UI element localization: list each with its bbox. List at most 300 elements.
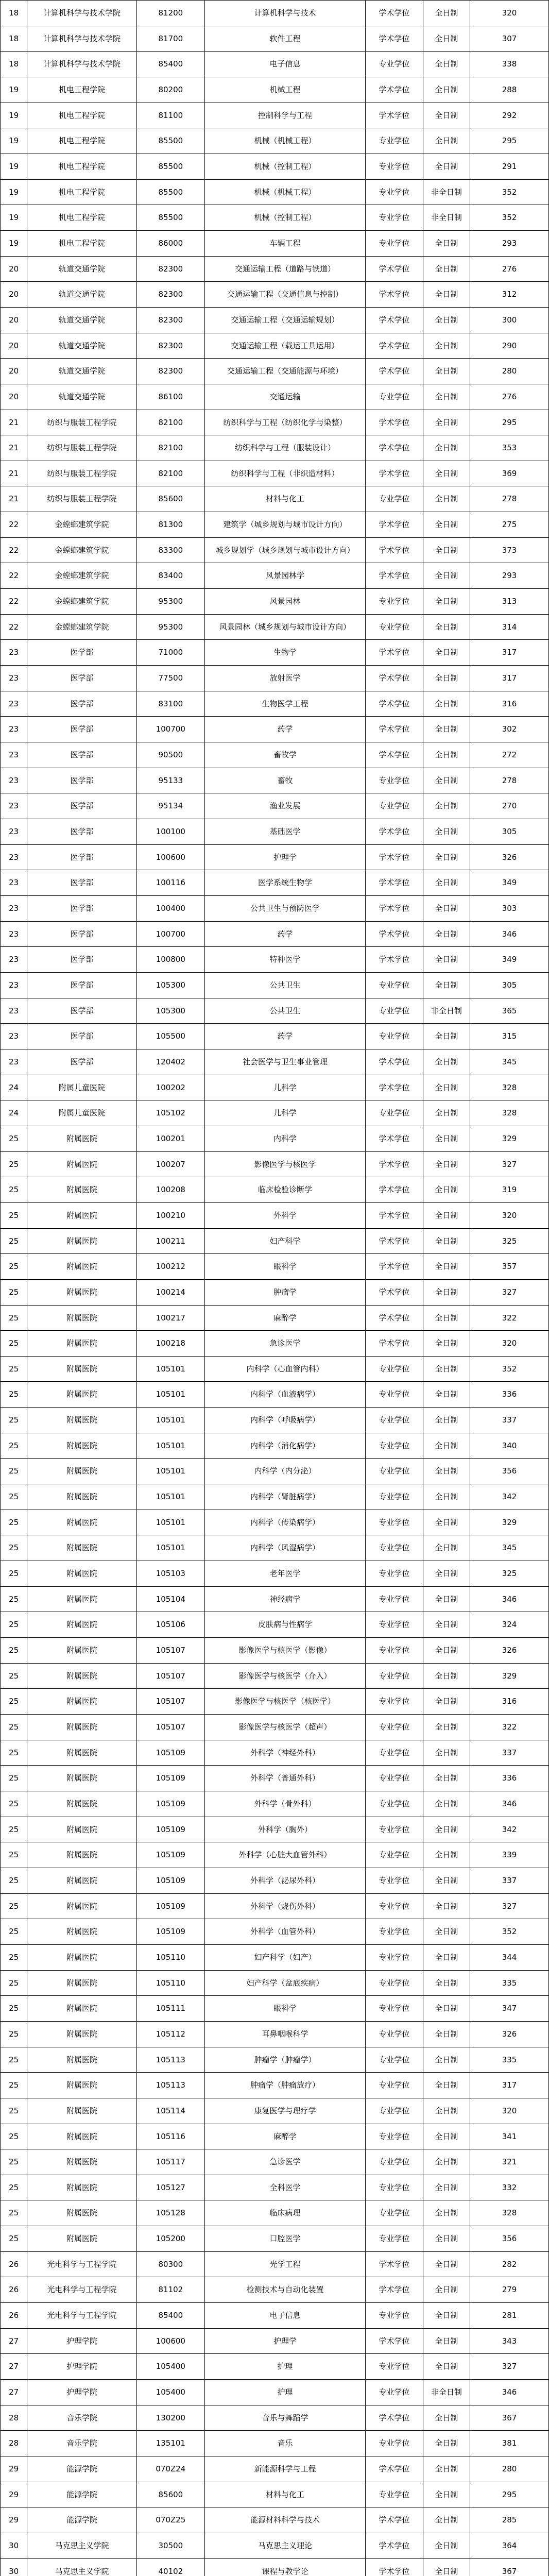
major-name: 社会医学与卫生事业管理 (205, 1049, 366, 1075)
major-code: 105127 (136, 2175, 204, 2200)
major-code: 135101 (136, 2431, 204, 2456)
major-code: 86100 (136, 384, 204, 410)
college-id: 25 (1, 2175, 27, 2200)
major-code: 100211 (136, 1229, 204, 1254)
study-mode: 全日制 (423, 845, 470, 870)
score-line: 369 (470, 461, 549, 486)
table-row (1, 538, 549, 563)
college-name: 附属医院 (27, 1689, 136, 1715)
major-code: 105102 (136, 1100, 204, 1126)
college-name: 医学部 (27, 947, 136, 973)
score-line: 346 (470, 922, 549, 947)
degree-type: 专业学位 (365, 589, 423, 615)
score-line: 340 (470, 1433, 549, 1459)
study-mode: 全日制 (423, 2226, 470, 2252)
college-id: 25 (1, 1689, 27, 1715)
major-name: 护理学 (205, 2329, 366, 2354)
college-name: 附属医院 (27, 2047, 136, 2073)
college-name: 医学部 (27, 819, 136, 845)
study-mode: 全日制 (423, 2073, 470, 2098)
major-name: 护理 (205, 2354, 366, 2380)
college-id: 25 (1, 1510, 27, 1535)
score-line: 272 (470, 742, 549, 768)
college-name: 附属医院 (27, 1203, 136, 1229)
college-id: 30 (1, 2533, 27, 2559)
table-row (1, 2456, 549, 2482)
score-line: 356 (470, 2226, 549, 2252)
college-name: 医学部 (27, 896, 136, 922)
major-name: 肿瘤学（肿瘤学） (205, 2047, 366, 2073)
college-id: 25 (1, 1433, 27, 1459)
major-name: 内科学（肾脏病学） (205, 1484, 366, 1510)
college-id: 28 (1, 2431, 27, 2456)
major-code: 105109 (136, 1894, 204, 1919)
major-name: 控制科学与工程 (205, 103, 366, 128)
college-name: 附属医院 (27, 1715, 136, 1740)
major-code: 105107 (136, 1638, 204, 1664)
table-row (1, 1561, 549, 1587)
score-line: 353 (470, 435, 549, 461)
score-line: 344 (470, 1945, 549, 1971)
degree-type: 专业学位 (365, 2124, 423, 2149)
major-code: 100700 (136, 717, 204, 742)
degree-type: 专业学位 (365, 768, 423, 793)
study-mode: 全日制 (423, 1945, 470, 1971)
degree-type: 专业学位 (365, 1689, 423, 1715)
major-code: 82100 (136, 410, 204, 435)
college-name: 附属医院 (27, 1612, 136, 1638)
major-code: 105104 (136, 1587, 204, 1612)
college-name: 附属医院 (27, 1971, 136, 1996)
college-name: 医学部 (27, 870, 136, 896)
major-code: 105112 (136, 2022, 204, 2047)
major-code: 100208 (136, 1177, 204, 1203)
major-code: 105109 (136, 1842, 204, 1868)
score-line: 291 (470, 154, 549, 180)
major-name: 急诊医学 (205, 2149, 366, 2175)
college-id: 25 (1, 1561, 27, 1587)
study-mode: 全日制 (423, 2098, 470, 2124)
major-code: 105101 (136, 1433, 204, 1459)
college-name: 医学部 (27, 640, 136, 666)
study-mode: 全日制 (423, 2559, 470, 2576)
major-name: 妇产科学（盆底疾病） (205, 1971, 366, 1996)
degree-type: 专业学位 (365, 1100, 423, 1126)
major-code: 105107 (136, 1715, 204, 1740)
table-row (1, 2175, 549, 2200)
degree-type: 专业学位 (365, 2047, 423, 2073)
college-id: 25 (1, 1868, 27, 1894)
major-name: 课程与教学论 (205, 2559, 366, 2576)
college-name: 附属医院 (27, 1280, 136, 1306)
table-row (1, 1331, 549, 1357)
college-name: 附属医院 (27, 1817, 136, 1842)
table-row (1, 2022, 549, 2047)
degree-type: 专业学位 (365, 1894, 423, 1919)
major-name: 肿瘤学（肿瘤放疗） (205, 2073, 366, 2098)
table-row (1, 52, 549, 77)
table-row (1, 1535, 549, 1561)
study-mode: 全日制 (423, 2482, 470, 2507)
college-id: 27 (1, 2329, 27, 2354)
degree-type: 专业学位 (365, 793, 423, 819)
table-row (1, 1024, 549, 1049)
score-line: 335 (470, 1971, 549, 1996)
table-row (1, 1689, 549, 1715)
major-code: 85500 (136, 154, 204, 180)
major-code: 85500 (136, 128, 204, 154)
study-mode: 全日制 (423, 103, 470, 128)
college-id: 27 (1, 2354, 27, 2380)
score-line: 281 (470, 2303, 549, 2329)
table-row (1, 2277, 549, 2303)
degree-type: 专业学位 (365, 1587, 423, 1612)
college-name: 纺织与服装工程学院 (27, 461, 136, 486)
major-code: 83100 (136, 691, 204, 717)
score-line: 346 (470, 1587, 549, 1612)
table-row (1, 1254, 549, 1280)
major-name: 眼科学 (205, 1254, 366, 1280)
study-mode: 全日制 (423, 2200, 470, 2226)
college-name: 附属医院 (27, 1868, 136, 1894)
major-code: 81200 (136, 1, 204, 26)
score-line: 329 (470, 1510, 549, 1535)
study-mode: 全日制 (423, 435, 470, 461)
study-mode: 全日制 (423, 1331, 470, 1357)
table-row (1, 1459, 549, 1484)
table-row (1, 615, 549, 640)
major-name: 公共卫生 (205, 973, 366, 998)
major-name: 外科学（烧伤外科） (205, 1894, 366, 1919)
table-row (1, 1100, 549, 1126)
major-name: 影像医学与核医学（超声） (205, 1715, 366, 1740)
degree-type: 专业学位 (365, 1868, 423, 1894)
college-name: 医学部 (27, 973, 136, 998)
degree-type: 学术学位 (365, 410, 423, 435)
college-id: 18 (1, 1, 27, 26)
study-mode: 全日制 (423, 26, 470, 52)
major-name: 内科学（传染病学） (205, 1510, 366, 1535)
college-id: 25 (1, 1740, 27, 1766)
study-mode: 全日制 (423, 2431, 470, 2456)
major-code: 105101 (136, 1484, 204, 1510)
table-row (1, 1177, 549, 1203)
table-row (1, 1126, 549, 1152)
major-name: 皮肤病与性病学 (205, 1612, 366, 1638)
college-id: 26 (1, 2252, 27, 2277)
college-id: 25 (1, 1306, 27, 1331)
score-line: 290 (470, 333, 549, 359)
major-name: 生物医学工程 (205, 691, 366, 717)
table-row (1, 845, 549, 870)
score-line: 295 (470, 410, 549, 435)
major-name: 纺织科学与工程（非织造材料） (205, 461, 366, 486)
major-code: 100218 (136, 1331, 204, 1357)
college-id: 25 (1, 2073, 27, 2098)
college-name: 医学部 (27, 717, 136, 742)
degree-type: 学术学位 (365, 1177, 423, 1203)
major-code: 82100 (136, 435, 204, 461)
major-name: 眼科学 (205, 1996, 366, 2022)
study-mode: 全日制 (423, 2149, 470, 2175)
major-name: 影像医学与核医学（核医学） (205, 1689, 366, 1715)
college-name: 附属医院 (27, 1152, 136, 1177)
study-mode: 非全日制 (423, 205, 470, 231)
college-name: 金螳螂建筑学院 (27, 563, 136, 589)
study-mode: 全日制 (423, 154, 470, 180)
college-id: 23 (1, 1024, 27, 1049)
study-mode: 全日制 (423, 1510, 470, 1535)
study-mode: 全日制 (423, 128, 470, 154)
degree-type: 专业学位 (365, 1408, 423, 1433)
college-id: 25 (1, 2124, 27, 2149)
college-name: 附属医院 (27, 2022, 136, 2047)
major-name: 音乐与舞蹈学 (205, 2405, 366, 2431)
study-mode: 全日制 (423, 1817, 470, 1842)
major-name: 护理 (205, 2380, 366, 2405)
score-line: 322 (470, 1715, 549, 1740)
score-line: 327 (470, 1894, 549, 1919)
score-line: 326 (470, 1638, 549, 1664)
major-name: 内科学（消化病学） (205, 1433, 366, 1459)
college-name: 医学部 (27, 691, 136, 717)
study-mode: 全日制 (423, 2022, 470, 2047)
college-id: 25 (1, 1331, 27, 1357)
college-id: 23 (1, 793, 27, 819)
study-mode: 全日制 (423, 1177, 470, 1203)
major-code: 100201 (136, 1126, 204, 1152)
college-id: 22 (1, 538, 27, 563)
major-name: 口腔医学 (205, 2226, 366, 2252)
study-mode: 全日制 (423, 1587, 470, 1612)
table-row (1, 717, 549, 742)
college-name: 金螳螂建筑学院 (27, 615, 136, 640)
major-code: 100214 (136, 1280, 204, 1306)
degree-type: 专业学位 (365, 2354, 423, 2380)
major-code: 105101 (136, 1510, 204, 1535)
college-id: 20 (1, 257, 27, 282)
college-name: 附属医院 (27, 2124, 136, 2149)
major-code: 85600 (136, 2482, 204, 2507)
college-id: 23 (1, 896, 27, 922)
study-mode: 全日制 (423, 1996, 470, 2022)
college-id: 23 (1, 1049, 27, 1075)
degree-type: 专业学位 (365, 1433, 423, 1459)
score-line: 303 (470, 896, 549, 922)
degree-type: 专业学位 (365, 154, 423, 180)
major-code: 100210 (136, 1203, 204, 1229)
study-mode: 全日制 (423, 1357, 470, 1382)
degree-type: 专业学位 (365, 1766, 423, 1791)
study-mode: 全日制 (423, 333, 470, 359)
college-id: 21 (1, 435, 27, 461)
college-name: 医学部 (27, 768, 136, 793)
college-name: 能源学院 (27, 2482, 136, 2507)
score-line: 292 (470, 103, 549, 128)
college-name: 轨道交通学院 (27, 257, 136, 282)
score-line: 364 (470, 2533, 549, 2559)
score-line: 337 (470, 1868, 549, 1894)
college-name: 附属医院 (27, 1919, 136, 1945)
college-name: 马克思主义学院 (27, 2559, 136, 2576)
table-row (1, 589, 549, 615)
study-mode: 全日制 (423, 282, 470, 308)
college-id: 25 (1, 1152, 27, 1177)
degree-type: 学术学位 (365, 845, 423, 870)
major-name: 风景园林 (205, 589, 366, 615)
score-line: 329 (470, 1664, 549, 1689)
college-name: 光电科学与工程学院 (27, 2252, 136, 2277)
college-id: 23 (1, 845, 27, 870)
score-line: 270 (470, 793, 549, 819)
degree-type: 学术学位 (365, 359, 423, 384)
table-row (1, 2098, 549, 2124)
score-line: 275 (470, 512, 549, 538)
major-name: 建筑学（城乡规划与城市设计方向） (205, 512, 366, 538)
major-name: 风景园林（城乡规划与城市设计方向） (205, 615, 366, 640)
degree-type: 专业学位 (365, 2303, 423, 2329)
table-row (1, 205, 549, 231)
score-table-body (1, 1, 549, 2576)
degree-type: 专业学位 (365, 1945, 423, 1971)
table-row (1, 359, 549, 384)
study-mode: 非全日制 (423, 2380, 470, 2405)
table-row (1, 1817, 549, 1842)
college-id: 25 (1, 1177, 27, 1203)
degree-type: 专业学位 (365, 998, 423, 1024)
score-line: 312 (470, 282, 549, 308)
major-name: 风景园林学 (205, 563, 366, 589)
degree-type: 专业学位 (365, 1919, 423, 1945)
major-name: 放射医学 (205, 666, 366, 691)
major-code: 105114 (136, 2098, 204, 2124)
table-row (1, 461, 549, 486)
degree-type: 学术学位 (365, 308, 423, 333)
table-row (1, 1766, 549, 1791)
college-id: 20 (1, 333, 27, 359)
major-code: 105109 (136, 1919, 204, 1945)
major-name: 计算机科学与技术 (205, 1, 366, 26)
major-name: 外科学（泌尿外科） (205, 1868, 366, 1894)
table-row (1, 2405, 549, 2431)
major-code: 105109 (136, 1766, 204, 1791)
major-name: 老年医学 (205, 1561, 366, 1587)
college-id: 27 (1, 2380, 27, 2405)
college-name: 医学部 (27, 998, 136, 1024)
score-line: 342 (470, 1484, 549, 1510)
major-code: 30500 (136, 2533, 204, 2559)
major-name: 光学工程 (205, 2252, 366, 2277)
college-id: 24 (1, 1075, 27, 1100)
major-code: 95300 (136, 615, 204, 640)
major-code: 100212 (136, 1254, 204, 1280)
study-mode: 全日制 (423, 793, 470, 819)
college-name: 附属医院 (27, 1740, 136, 1766)
college-id: 26 (1, 2303, 27, 2329)
college-id: 25 (1, 1664, 27, 1689)
college-id: 20 (1, 308, 27, 333)
major-code: 120402 (136, 1049, 204, 1075)
major-name: 影像医学与核医学（介入） (205, 1664, 366, 1689)
major-code: 85500 (136, 205, 204, 231)
major-code: 105101 (136, 1535, 204, 1561)
study-mode: 全日制 (423, 1306, 470, 1331)
study-mode: 全日制 (423, 1229, 470, 1254)
table-row (1, 2329, 549, 2354)
study-mode: 全日制 (423, 2456, 470, 2482)
college-name: 轨道交通学院 (27, 308, 136, 333)
college-name: 轨道交通学院 (27, 384, 136, 410)
college-name: 机电工程学院 (27, 154, 136, 180)
major-code: 100202 (136, 1075, 204, 1100)
table-row (1, 2073, 549, 2098)
major-code: 82100 (136, 461, 204, 486)
score-line: 300 (470, 308, 549, 333)
major-code: 81100 (136, 103, 204, 128)
major-name: 外科学（血管外科） (205, 1919, 366, 1945)
degree-type: 学术学位 (365, 257, 423, 282)
table-row (1, 1484, 549, 1510)
college-id: 21 (1, 486, 27, 512)
major-code: 105110 (136, 1971, 204, 1996)
degree-type: 专业学位 (365, 1791, 423, 1817)
score-line: 338 (470, 52, 549, 77)
score-line: 307 (470, 26, 549, 52)
table-row (1, 1229, 549, 1254)
score-line: 321 (470, 2149, 549, 2175)
major-name: 新能源科学与工程 (205, 2456, 366, 2482)
college-id: 19 (1, 128, 27, 154)
major-name: 护理学 (205, 845, 366, 870)
degree-type: 专业学位 (365, 1357, 423, 1382)
degree-type: 学术学位 (365, 1203, 423, 1229)
major-name: 外科学（胸外） (205, 1817, 366, 1842)
major-name: 全科医学 (205, 2175, 366, 2200)
table-row (1, 1075, 549, 1100)
score-line: 313 (470, 589, 549, 615)
college-id: 23 (1, 998, 27, 1024)
degree-type: 专业学位 (365, 1024, 423, 1049)
table-row (1, 1715, 549, 1740)
major-name: 机械（机械工程） (205, 128, 366, 154)
college-id: 23 (1, 640, 27, 666)
study-mode: 全日制 (423, 1868, 470, 1894)
study-mode: 全日制 (423, 1049, 470, 1075)
college-name: 医学部 (27, 922, 136, 947)
college-name: 医学部 (27, 666, 136, 691)
score-line: 345 (470, 1535, 549, 1561)
major-code: 81700 (136, 26, 204, 52)
study-mode: 全日制 (423, 1638, 470, 1664)
college-id: 20 (1, 282, 27, 308)
college-name: 附属医院 (27, 1842, 136, 1868)
college-name: 机电工程学院 (27, 128, 136, 154)
major-name: 外科学（骨外科） (205, 1791, 366, 1817)
college-name: 轨道交通学院 (27, 359, 136, 384)
major-code: 105300 (136, 998, 204, 1024)
table-row (1, 486, 549, 512)
major-name: 音乐 (205, 2431, 366, 2456)
score-line: 317 (470, 2073, 549, 2098)
college-id: 25 (1, 1126, 27, 1152)
college-id: 23 (1, 691, 27, 717)
table-row (1, 231, 549, 257)
college-name: 附属医院 (27, 1996, 136, 2022)
major-code: 100207 (136, 1152, 204, 1177)
major-code: 90500 (136, 742, 204, 768)
college-name: 附属医院 (27, 1664, 136, 1689)
table-row (1, 2431, 549, 2456)
